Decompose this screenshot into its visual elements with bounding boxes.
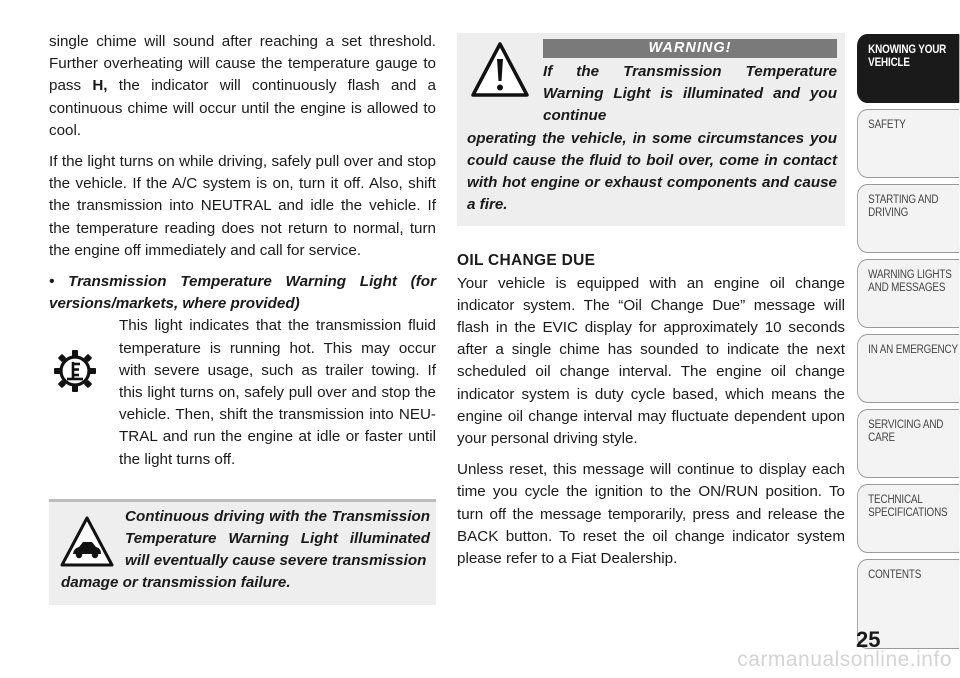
paragraph-temperature-gauge — [49, 31, 436, 142]
paragraph-text: the indicator will continuously flash and a continuous chime will occur until the engine is allowed to cool. — [49, 77, 436, 139]
caution-box — [49, 499, 436, 605]
warning-triangle-car-icon — [59, 514, 115, 570]
warning-box — [457, 33, 845, 226]
gauge-h-label: H, — [92, 77, 108, 95]
left-column — [49, 31, 436, 605]
tab-servicing-and-care[interactable]: SERVICING AND CARE — [857, 409, 960, 478]
tab-safety[interactable]: SAFETY — [857, 109, 960, 178]
tab-contents[interactable]: CONTENTS — [857, 559, 960, 649]
warning-text-line: operating the vehicle, in some circumstances you could cause the fluid to boil over, come in contact with hot engine or exhaust components and cause a fire. — [467, 129, 837, 214]
bullet-heading-transmission: • Transmission Temperature Warning Light (for versions/markets, where provided) — [49, 273, 436, 313]
tab-technical-specifications[interactable]: TECHNICAL SPECIFICATIONS — [857, 484, 960, 553]
tab-starting-and-driving[interactable]: STARTING AND DRIVING — [857, 184, 960, 253]
caution-text — [61, 506, 430, 595]
right-column — [457, 31, 845, 579]
paragraph-oil-change: Your vehicle is equipped with an engine oil change indicator system. The “Oil Change Due” message will flash in the EVIC display for approximately 10 seconds after a single chime has sounded to indicate the next scheduled oil change interval. The engine oil change indicator system is duty cycle based, which means the engine oil change interval may fluctuate dependent upon your personal driving style. — [457, 274, 845, 448]
paragraph-reset: Unless reset, this message will continue to display each time you cycle the ignition to the ON/RUN position. To turn off the message temporarily, press and release the BACK button. To reset the oil change indicator system please refer to a Fiat Dealership. — [457, 461, 845, 568]
paragraph-text: single chime will sound after reaching a set threshold. Further overheating will cause the temperature gauge to pass — [49, 33, 436, 95]
warning-text-line: If the Transmission Temperature Warning Light is illuminated and you continue — [543, 63, 837, 125]
warning-title: WARNING! — [543, 39, 837, 58]
tab-knowing-your-vehicle[interactable]: KNOWING YOUR VEHICLE — [857, 34, 960, 103]
tab-in-an-emergency[interactable]: IN AN EMERGENCY — [857, 334, 960, 403]
transmission-light-block — [49, 315, 436, 470]
caution-text-line: damage or transmission failure. — [61, 574, 291, 592]
watermark: carmanualsonline.info — [737, 648, 952, 671]
tab-warning-lights[interactable]: WARNING LIGHTS AND MESSAGES — [857, 259, 960, 328]
caution-text-line: Continuous driving with the Transmission Temperature Warning Light illuminated will eventually cause severe transmission — [125, 507, 430, 570]
paragraph-transmission: This light indicates that the transmission fluid temperature is running hot. This may occur with severe usage, such as trailer towing. If this light turns on, safely pull over and stop the vehicle. Then, shift the transmission into NEU-TRAL and run the engine at idle or faster until the light turns off. — [119, 317, 436, 468]
transmission-temperature-icon — [49, 345, 101, 397]
warning-triangle-icon — [469, 39, 531, 101]
section-title-oil-change: OIL CHANGE DUE — [457, 252, 596, 270]
chapter-tabs — [857, 34, 960, 655]
page-number: 25 — [856, 627, 881, 652]
paragraph-light-on: If the light turns on while driving, safely pull over and stop the vehicle. If the A/C system is on, turn it off. Also, shift the transmission into NEUTRAL and idle the vehicle. If the temperature reading does not return to normal, turn the engine off immediately and call for service. — [49, 153, 436, 259]
